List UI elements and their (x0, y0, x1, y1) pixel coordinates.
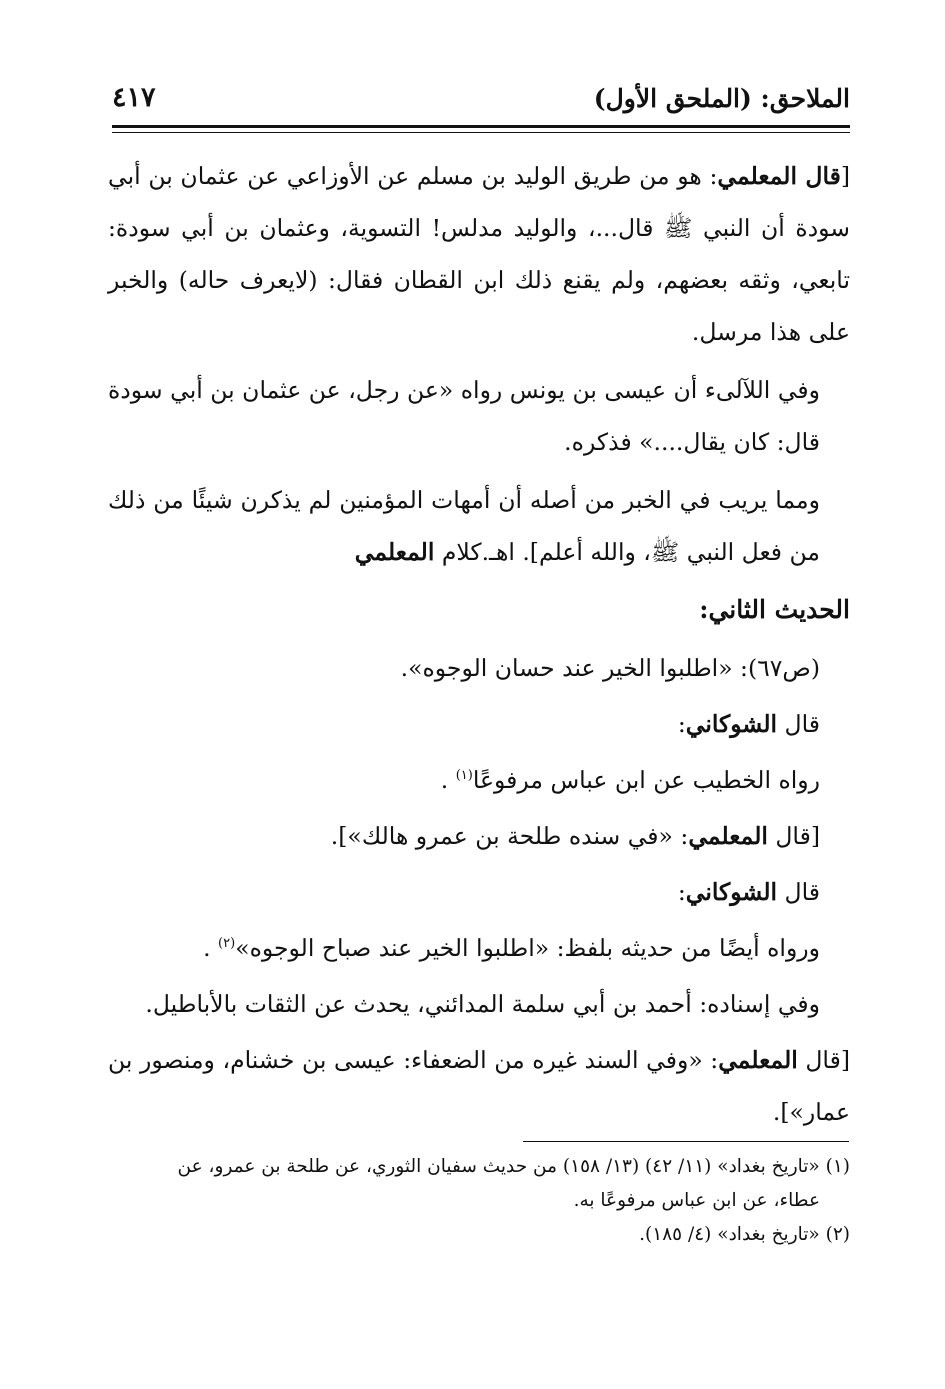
main-text (108, 150, 850, 1142)
paragraph-6: رواه الخطيب عن ابن عباس مرفوعًا$^{(١)}$ . (440, 766, 820, 794)
paragraph-11: [قال المعلمي: «وفي السند غيره من الضعفاء: عيسى بن خشنام، ومنصور بن عمار»]. (108, 1046, 850, 1126)
footnote-rule (523, 1141, 849, 1142)
page-number: ٤١٧ (112, 82, 156, 113)
speaker-name: قال المعلمي (717, 162, 841, 190)
running-title: الملاحق: (الملحق الأول) (593, 84, 850, 113)
page-header (112, 78, 850, 118)
header-rule (112, 125, 850, 128)
paragraph-7: [قال المعلمي: «في سنده طلحة بن عمرو هالك»]. (330, 822, 820, 850)
speaker-name: المعلمي (354, 538, 435, 566)
section-heading: الحديث الثاني: (699, 595, 850, 624)
footnote-2: (٢) «تاريخ بغداد» (٤/ ١٨٥). (639, 1224, 850, 1245)
footnote-marker: (١) (455, 768, 473, 784)
paragraph-1: [قال المعلمي: هو من طريق الوليد بن مسلم عن الأوزاعي عن عثمان بن أبي سودة أن النبي ﷺ قال...، والوليد مدلس! التسوية، وعثمان بن أبي سودة: تابعي، وثقه بعضهم، ولم يقنع ذلك ابن القطان فقال: (لايعرف حاله) والخبر على هذا مرسل. (108, 162, 851, 346)
header-rule-thin (112, 132, 850, 133)
paragraph-10: وفي إسناده: أحمد بن أبي سلمة المدائني، يحدث عن الثقات بالأباطيل. (145, 990, 820, 1018)
paragraph-9: ورواه أيضًا من حديثه بلفظ: «اطلبوا الخير عند صباح الوجوه»$^{(٢)}$ . (203, 934, 820, 962)
paragraph-5: قال الشوكاني: (677, 710, 820, 738)
footnote-1: (١) «تاريخ بغداد» (١١/ ٤٢) (١٣/ ١٥٨) من حديث سفيان الثوري، عن طلحة بن عمرو، عن (177, 1156, 850, 1177)
paragraph-2: وفي اللآلىء أن عيسى بن يونس رواه «عن رجل، عن عثمان بن أبي سودة قال: كان يقال....» فذكره. (108, 376, 820, 456)
footnote-marker: (٢) (218, 936, 236, 952)
paragraph-8: قال الشوكاني: (677, 878, 820, 906)
paragraph-4: (ص٦٧): «اطلبوا الخير عند حسان الوجوه». (400, 654, 820, 682)
paragraph-3: ومما يريب في الخبر من أصله أن أمهات المؤمنين لم يذكرن شيئًا من ذلك من فعل النبي ﷺ، والله أعلم]. اهـ.كلام المعلمي (108, 486, 820, 566)
footnotes (104, 1150, 850, 1252)
footnote-1-continued: عطاء، عن ابن عباس مرفوعًا به. (573, 1190, 820, 1211)
